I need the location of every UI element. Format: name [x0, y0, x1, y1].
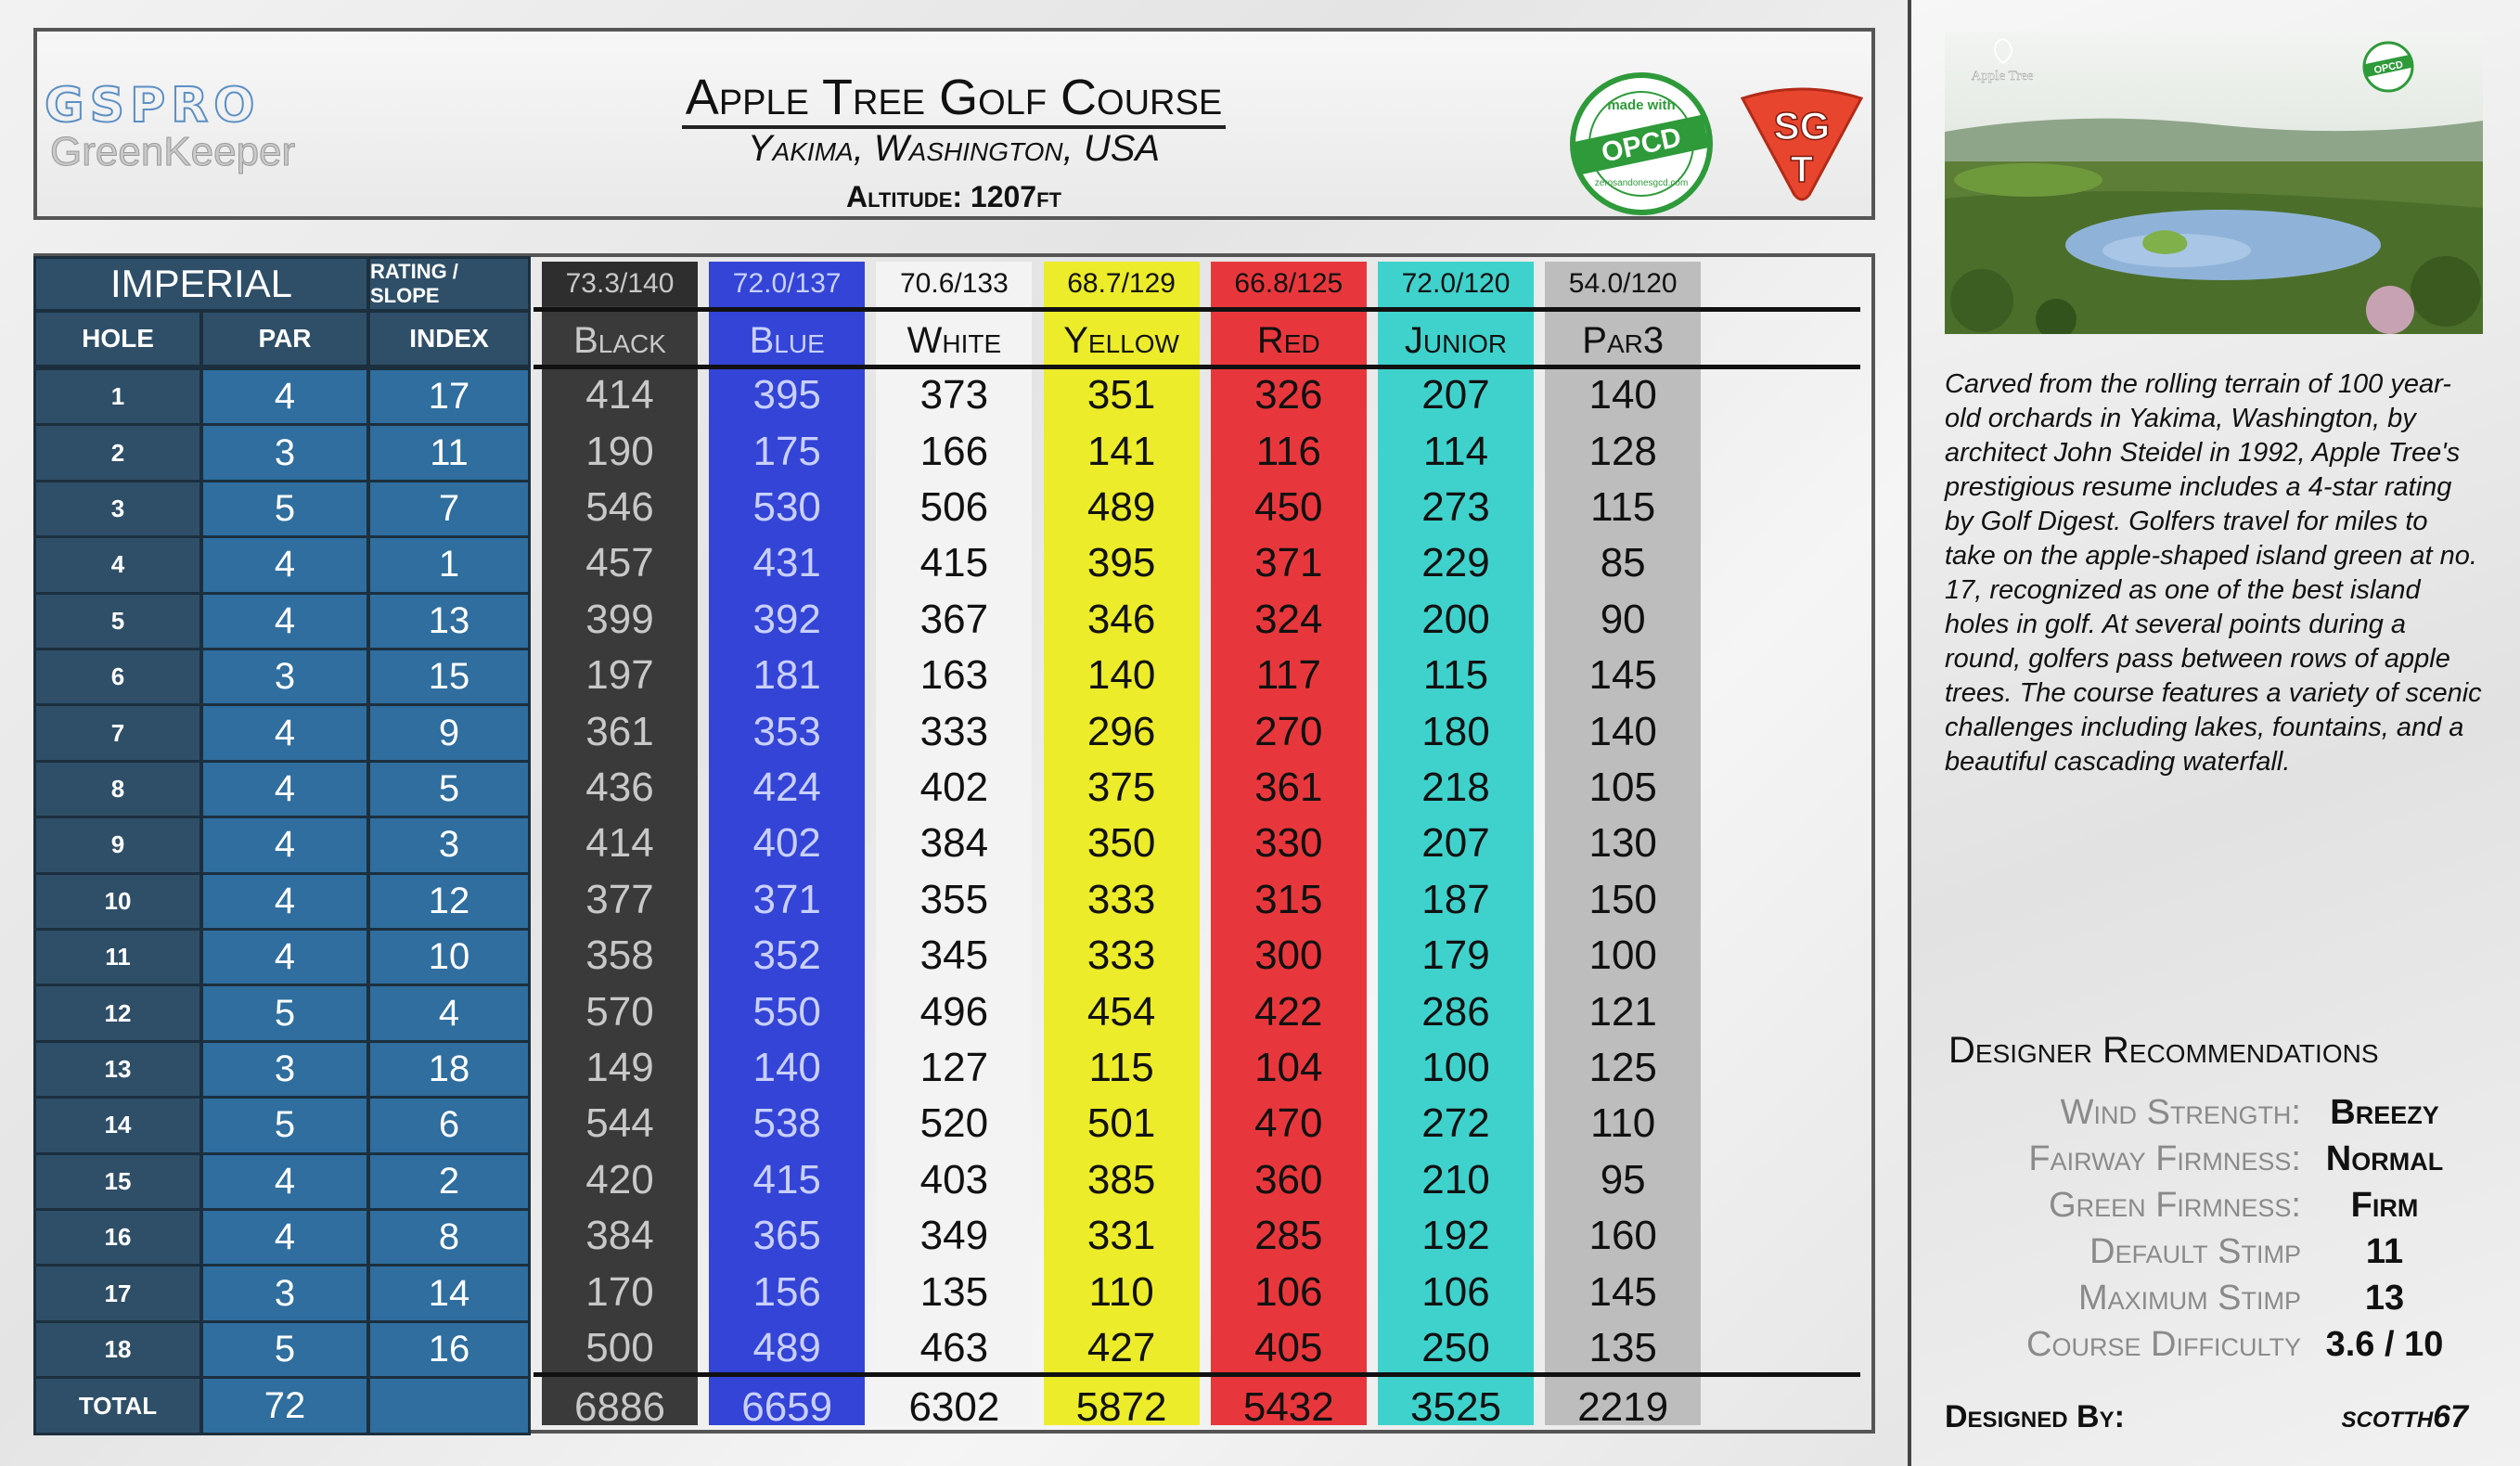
hole-par: 4	[200, 592, 369, 650]
rating-slope-blue: 72.0/137	[709, 262, 865, 306]
yardage-cell: 403	[919, 1156, 989, 1202]
yardage-cell: 106	[1254, 1268, 1323, 1315]
total-par3: 2219	[1577, 1384, 1669, 1431]
hole-number: 13	[33, 1040, 202, 1099]
yardage-cell: 550	[752, 988, 821, 1035]
yardage-cell: 210	[1421, 1156, 1490, 1202]
yardage-cell: 371	[752, 876, 821, 922]
hole-index: 17	[367, 367, 531, 426]
rating-slope-red: 66.8/125	[1211, 262, 1367, 306]
hole-par: 4	[200, 1208, 369, 1267]
tee-column-red	[1211, 262, 1367, 1431]
hole-index: 12	[367, 872, 531, 931]
yardage-cell: 273	[1421, 483, 1490, 530]
yardage-cell: 106	[1421, 1268, 1490, 1315]
tee-name-blue: Blue	[749, 320, 825, 361]
yardage-cell: 150	[1588, 876, 1657, 922]
course-altitude: Altitude: 1207ft	[846, 180, 1061, 213]
hole-par: 3	[200, 1040, 369, 1099]
yardage-cell: 470	[1254, 1100, 1323, 1147]
rating-slope-yellow: 68.7/129	[1044, 262, 1200, 306]
yardage-cell: 200	[1421, 596, 1490, 642]
rating-slope-label: RATING / SLOPE	[367, 256, 531, 312]
yardage-cell: 145	[1588, 652, 1657, 699]
total-label: TOTAL	[33, 1376, 202, 1435]
hole-index: 1	[367, 535, 531, 594]
yardage-cell: 272	[1421, 1100, 1490, 1147]
hole-par: 4	[200, 872, 369, 931]
yardage-cell: 463	[919, 1324, 989, 1370]
yardage-cell: 115	[1088, 1044, 1154, 1090]
yardage-cell: 192	[1421, 1213, 1490, 1259]
recommendation-value: 13	[2364, 1279, 2405, 1318]
total-index-empty	[367, 1376, 531, 1435]
hole-par: 4	[200, 816, 369, 874]
hole-par: 5	[200, 1320, 369, 1379]
hole-index: 18	[367, 1040, 531, 1099]
opcd-badge-top: made with	[1607, 97, 1676, 113]
yardage-cell: 489	[752, 1324, 821, 1370]
recommendation-value: Firm	[2350, 1186, 2419, 1225]
photo-caption: Apple Tree	[1971, 69, 2034, 84]
rating-slope-black: 73.3/140	[542, 262, 698, 306]
hole-index: 5	[367, 760, 531, 818]
recommendation-value: Normal	[2325, 1139, 2444, 1178]
yardage-cell: 207	[1421, 820, 1490, 867]
hole-index: 3	[367, 816, 531, 874]
yardage-cell: 500	[585, 1324, 654, 1370]
yardage-cell: 355	[919, 876, 989, 922]
yardage-cell: 127	[919, 1044, 989, 1090]
hole-index: 2	[367, 1152, 531, 1211]
yardage-cell: 333	[1086, 876, 1156, 922]
yardage-cell: 333	[1086, 932, 1156, 979]
hole-number: 8	[33, 760, 202, 818]
tee-column-blue	[709, 262, 865, 1431]
yardage-cell: 377	[585, 876, 654, 922]
rating-slope-junior: 72.0/120	[1378, 262, 1534, 306]
hole-index: 14	[367, 1264, 531, 1322]
hole-number: 6	[33, 648, 202, 706]
yardage-cell: 427	[1086, 1324, 1156, 1370]
yardage-cell: 496	[919, 988, 989, 1035]
recommendation-value: 3.6 / 10	[2325, 1325, 2444, 1364]
hole-par: 5	[200, 984, 369, 1042]
yardage-cell: 145	[1588, 1268, 1657, 1315]
total-junior: 3525	[1410, 1384, 1501, 1431]
hole-par: 4	[200, 928, 369, 986]
yardage-cell: 333	[919, 708, 989, 754]
yardage-cell: 530	[752, 483, 821, 530]
yardage-cell: 384	[585, 1213, 654, 1259]
yardage-cell: 361	[1254, 764, 1323, 810]
yardage-cell: 270	[1254, 708, 1323, 754]
sgt-badge-icon	[1733, 85, 1871, 204]
recommendation-value: Breezy	[2330, 1093, 2439, 1132]
yardage-cell: 361	[585, 708, 654, 754]
photo-badge-text: OPCD	[2372, 58, 2405, 77]
yardage-cell: 90	[1600, 596, 1646, 642]
hole-number: 12	[33, 984, 202, 1042]
designer-recommendations-title: Designer Recommendations	[1948, 1030, 2379, 1071]
recommendation-label: Course Difficulty	[2026, 1325, 2301, 1364]
yardage-cell: 190	[585, 428, 654, 474]
yardage-cell: 95	[1600, 1156, 1646, 1202]
yardage-cell: 110	[1088, 1268, 1154, 1315]
hole-index: 7	[367, 480, 531, 538]
yardage-cell: 331	[1086, 1213, 1156, 1259]
yardage-cell: 350	[1086, 820, 1156, 867]
yardage-cell: 358	[585, 932, 654, 979]
yardage-cell: 399	[585, 596, 654, 642]
yardage-cell: 115	[1590, 483, 1656, 530]
tee-column-yellow	[1044, 262, 1200, 1431]
yardage-cell: 115	[1422, 652, 1489, 699]
yardage-cell: 315	[1254, 876, 1323, 922]
yardage-cell: 218	[1421, 764, 1490, 810]
units-label: IMPERIAL	[33, 256, 369, 312]
col-hole-header: HOLE	[33, 310, 202, 367]
yardage-cell: 128	[1588, 428, 1657, 474]
total-par: 72	[200, 1376, 369, 1435]
hole-number: 3	[33, 480, 202, 538]
total-divider	[534, 1372, 1860, 1377]
course-title-text: Apple Tree Golf Course	[682, 70, 1226, 129]
total-yellow: 5872	[1075, 1384, 1167, 1431]
hole-par: 4	[200, 703, 369, 762]
hole-index: 8	[367, 1208, 531, 1267]
opcd-badge-bottom: zerosandonesgcd.com	[1594, 178, 1689, 188]
hole-number: 10	[33, 872, 202, 931]
yardage-cell: 415	[919, 540, 989, 586]
yardage-cell: 395	[1086, 540, 1156, 586]
yardage-cell: 450	[1254, 483, 1323, 530]
yardage-cell: 121	[1588, 988, 1657, 1035]
yardage-cell: 352	[752, 932, 821, 979]
yardage-cell: 420	[585, 1156, 654, 1202]
yardage-cell: 353	[752, 708, 821, 754]
yardage-cell: 402	[919, 764, 989, 810]
yardage-cell: 431	[752, 540, 821, 586]
hole-par: 5	[200, 1096, 369, 1154]
hole-index: 4	[367, 984, 531, 1042]
rating-slope-par3: 54.0/120	[1545, 262, 1701, 306]
tee-name-par3: Par3	[1582, 320, 1665, 361]
hole-number: 15	[33, 1152, 202, 1211]
yardage-cell: 375	[1086, 764, 1156, 810]
yardage-cell: 345	[919, 932, 989, 979]
tee-column-white	[876, 262, 1032, 1431]
yardage-cell: 506	[919, 483, 989, 530]
header-divider-bottom	[534, 365, 1860, 369]
yardage-cell: 385	[1086, 1156, 1156, 1202]
yardage-cell: 163	[919, 652, 989, 699]
hole-number: 16	[33, 1208, 202, 1267]
yardage-cell: 489	[1086, 483, 1156, 530]
total-black: 6886	[574, 1384, 665, 1431]
yardage-cell: 135	[919, 1268, 989, 1315]
sgt-badge-top: SG	[1773, 104, 1831, 148]
yardage-cell: 405	[1254, 1324, 1323, 1370]
yardage-cell: 140	[1086, 652, 1156, 699]
col-par-header: PAR	[200, 310, 369, 367]
hole-number: 18	[33, 1320, 202, 1379]
yardage-cell: 373	[919, 372, 989, 418]
recommendation-label: Default Stimp	[2089, 1232, 2301, 1271]
greenkeeper-logo: GreenKeeper	[50, 129, 296, 174]
yardage-cell: 384	[919, 820, 989, 867]
tee-column-junior	[1378, 262, 1534, 1431]
recommendation-label: Wind Strength:	[2060, 1093, 2301, 1132]
yardage-cell: 424	[752, 764, 821, 810]
header-divider-top	[534, 307, 1860, 312]
hole-par: 3	[200, 648, 369, 706]
total-red: 5432	[1242, 1384, 1334, 1431]
yardage-cell: 324	[1254, 596, 1323, 642]
yardage-cell: 197	[585, 652, 654, 699]
course-photo	[1945, 32, 2483, 334]
yardage-cell: 130	[1588, 820, 1657, 867]
yardage-cell: 330	[1254, 820, 1323, 867]
hole-par: 5	[200, 480, 369, 538]
yardage-cell: 395	[752, 372, 821, 418]
hole-index: 16	[367, 1320, 531, 1379]
yardage-cell: 125	[1588, 1044, 1657, 1090]
hole-par: 4	[200, 535, 369, 594]
opcd-badge-center: OPCD	[1599, 122, 1684, 169]
hole-par: 3	[200, 423, 369, 482]
tee-name-black: Black	[573, 320, 666, 361]
tee-column-black	[542, 262, 698, 1431]
yardage-cell: 140	[1588, 708, 1657, 754]
hole-index: 9	[367, 703, 531, 762]
yardage-cell: 436	[585, 764, 654, 810]
yardage-cell: 414	[585, 372, 654, 418]
tee-column-par3	[1545, 262, 1701, 1431]
yardage-cell: 160	[1588, 1213, 1657, 1259]
hole-index: 13	[367, 592, 531, 650]
yardage-cell: 365	[752, 1213, 821, 1259]
yardage-cell: 207	[1421, 372, 1490, 418]
yardage-cell: 100	[1421, 1044, 1490, 1090]
tee-name-junior: Junior	[1404, 320, 1508, 361]
recommendation-label: Green Firmness:	[2049, 1186, 2301, 1225]
yardage-cell: 156	[752, 1268, 821, 1315]
tee-name-white: White	[906, 320, 1002, 361]
hole-index: 11	[367, 423, 531, 482]
gspro-logo: GSPRO	[45, 78, 261, 134]
hole-par: 4	[200, 1152, 369, 1211]
col-index-header: INDEX	[367, 310, 531, 367]
yardage-cell: 414	[585, 820, 654, 867]
hole-number: 2	[33, 423, 202, 482]
yardage-cell: 187	[1421, 876, 1490, 922]
hole-number: 9	[33, 816, 202, 874]
recommendation-label: Maximum Stimp	[2077, 1279, 2301, 1318]
yardage-cell: 415	[752, 1156, 821, 1202]
yardage-cell: 180	[1421, 708, 1490, 754]
hole-index: 10	[367, 928, 531, 986]
yardage-cell: 402	[752, 820, 821, 867]
total-white: 6302	[908, 1384, 1000, 1431]
yardage-cell: 140	[752, 1044, 821, 1090]
yardage-cell: 296	[1086, 708, 1156, 754]
yardage-cell: 520	[919, 1100, 989, 1147]
hole-number: 5	[33, 592, 202, 650]
yardage-cell: 140	[1588, 372, 1657, 418]
yardage-cell: 135	[1588, 1324, 1657, 1370]
yardage-cell: 546	[585, 483, 654, 530]
yardage-cell: 544	[585, 1100, 654, 1147]
yardage-cell: 250	[1421, 1324, 1490, 1370]
yardage-cell: 116	[1255, 428, 1321, 474]
yardage-cell: 166	[919, 428, 989, 474]
yardage-cell: 349	[919, 1213, 989, 1259]
hole-number: 1	[33, 367, 202, 426]
yardage-cell: 114	[1422, 428, 1489, 474]
hole-number: 4	[33, 535, 202, 594]
yardage-cell: 300	[1254, 932, 1323, 979]
yardage-cell: 351	[1086, 372, 1156, 418]
yardage-cell: 457	[585, 540, 654, 586]
designed-by-label: Designed By:	[1945, 1399, 2125, 1434]
yardage-cell: 346	[1086, 596, 1156, 642]
hole-par: 4	[200, 367, 369, 426]
yardage-cell: 141	[1086, 428, 1156, 474]
course-description: Carved from the rolling terrain of 100 year-old orchards in Yakima, Washington, by architect John Steidel in 1992, Apple Tree's prestigious resume includes a 4-star rating by Golf Digest. Golfers travel for miles to take on the apple-shaped island green at no. 17, recognized as one of the best island holes in golf. At several points during a round, golfers pass between rows of apple trees. The course features a variety of scenic challenges including lakes, fountains, and a beautiful cascading waterfall.	[1945, 369, 2482, 777]
hole-number: 7	[33, 703, 202, 762]
yardage-cell: 392	[752, 596, 821, 642]
yardage-cell: 104	[1254, 1044, 1323, 1090]
yardage-cell: 100	[1588, 932, 1657, 979]
hole-number: 17	[33, 1264, 202, 1322]
yardage-cell: 170	[585, 1268, 654, 1315]
designer-name: scotth67	[2341, 1399, 2468, 1434]
yardage-cell: 110	[1590, 1100, 1656, 1147]
yardage-cell: 538	[752, 1100, 821, 1147]
course-location: Yakima, Washington, USA	[747, 128, 1161, 169]
yardage-cell: 105	[1588, 764, 1657, 810]
opcd-badge-icon	[1568, 71, 1715, 217]
yardage-cell: 229	[1421, 540, 1490, 586]
yardage-cell: 454	[1086, 988, 1156, 1035]
hole-number: 14	[33, 1096, 202, 1154]
yardage-cell: 360	[1254, 1156, 1323, 1202]
sgt-badge-bottom: T	[1790, 149, 1814, 190]
yardage-cell: 570	[585, 988, 654, 1035]
recommendation-label: Fairway Firmness:	[2028, 1139, 2301, 1178]
yardage-cell: 367	[919, 596, 989, 642]
yardage-cell: 371	[1254, 540, 1323, 586]
hole-index: 6	[367, 1096, 531, 1154]
yardage-cell: 149	[585, 1044, 654, 1090]
recommendation-value: 11	[2365, 1232, 2404, 1271]
total-blue: 6659	[741, 1384, 833, 1431]
rating-slope-white: 70.6/133	[876, 262, 1032, 306]
yardage-cell: 326	[1254, 372, 1323, 418]
hole-par: 4	[200, 760, 369, 818]
yardage-cell: 181	[752, 652, 821, 699]
hole-par: 3	[200, 1264, 369, 1322]
hole-index: 15	[367, 648, 531, 706]
tee-name-red: Red	[1256, 320, 1320, 361]
hole-number: 11	[33, 928, 202, 986]
yardage-cell: 422	[1254, 988, 1323, 1035]
yardage-cell: 285	[1254, 1213, 1323, 1259]
yardage-cell: 179	[1421, 932, 1490, 979]
yardage-cell: 501	[1086, 1100, 1156, 1147]
yardage-cell: 117	[1255, 652, 1321, 699]
tee-name-yellow: Yellow	[1063, 320, 1179, 361]
yardage-cell: 175	[752, 428, 821, 474]
yardage-cell: 85	[1600, 540, 1646, 586]
yardage-cell: 286	[1421, 988, 1490, 1035]
